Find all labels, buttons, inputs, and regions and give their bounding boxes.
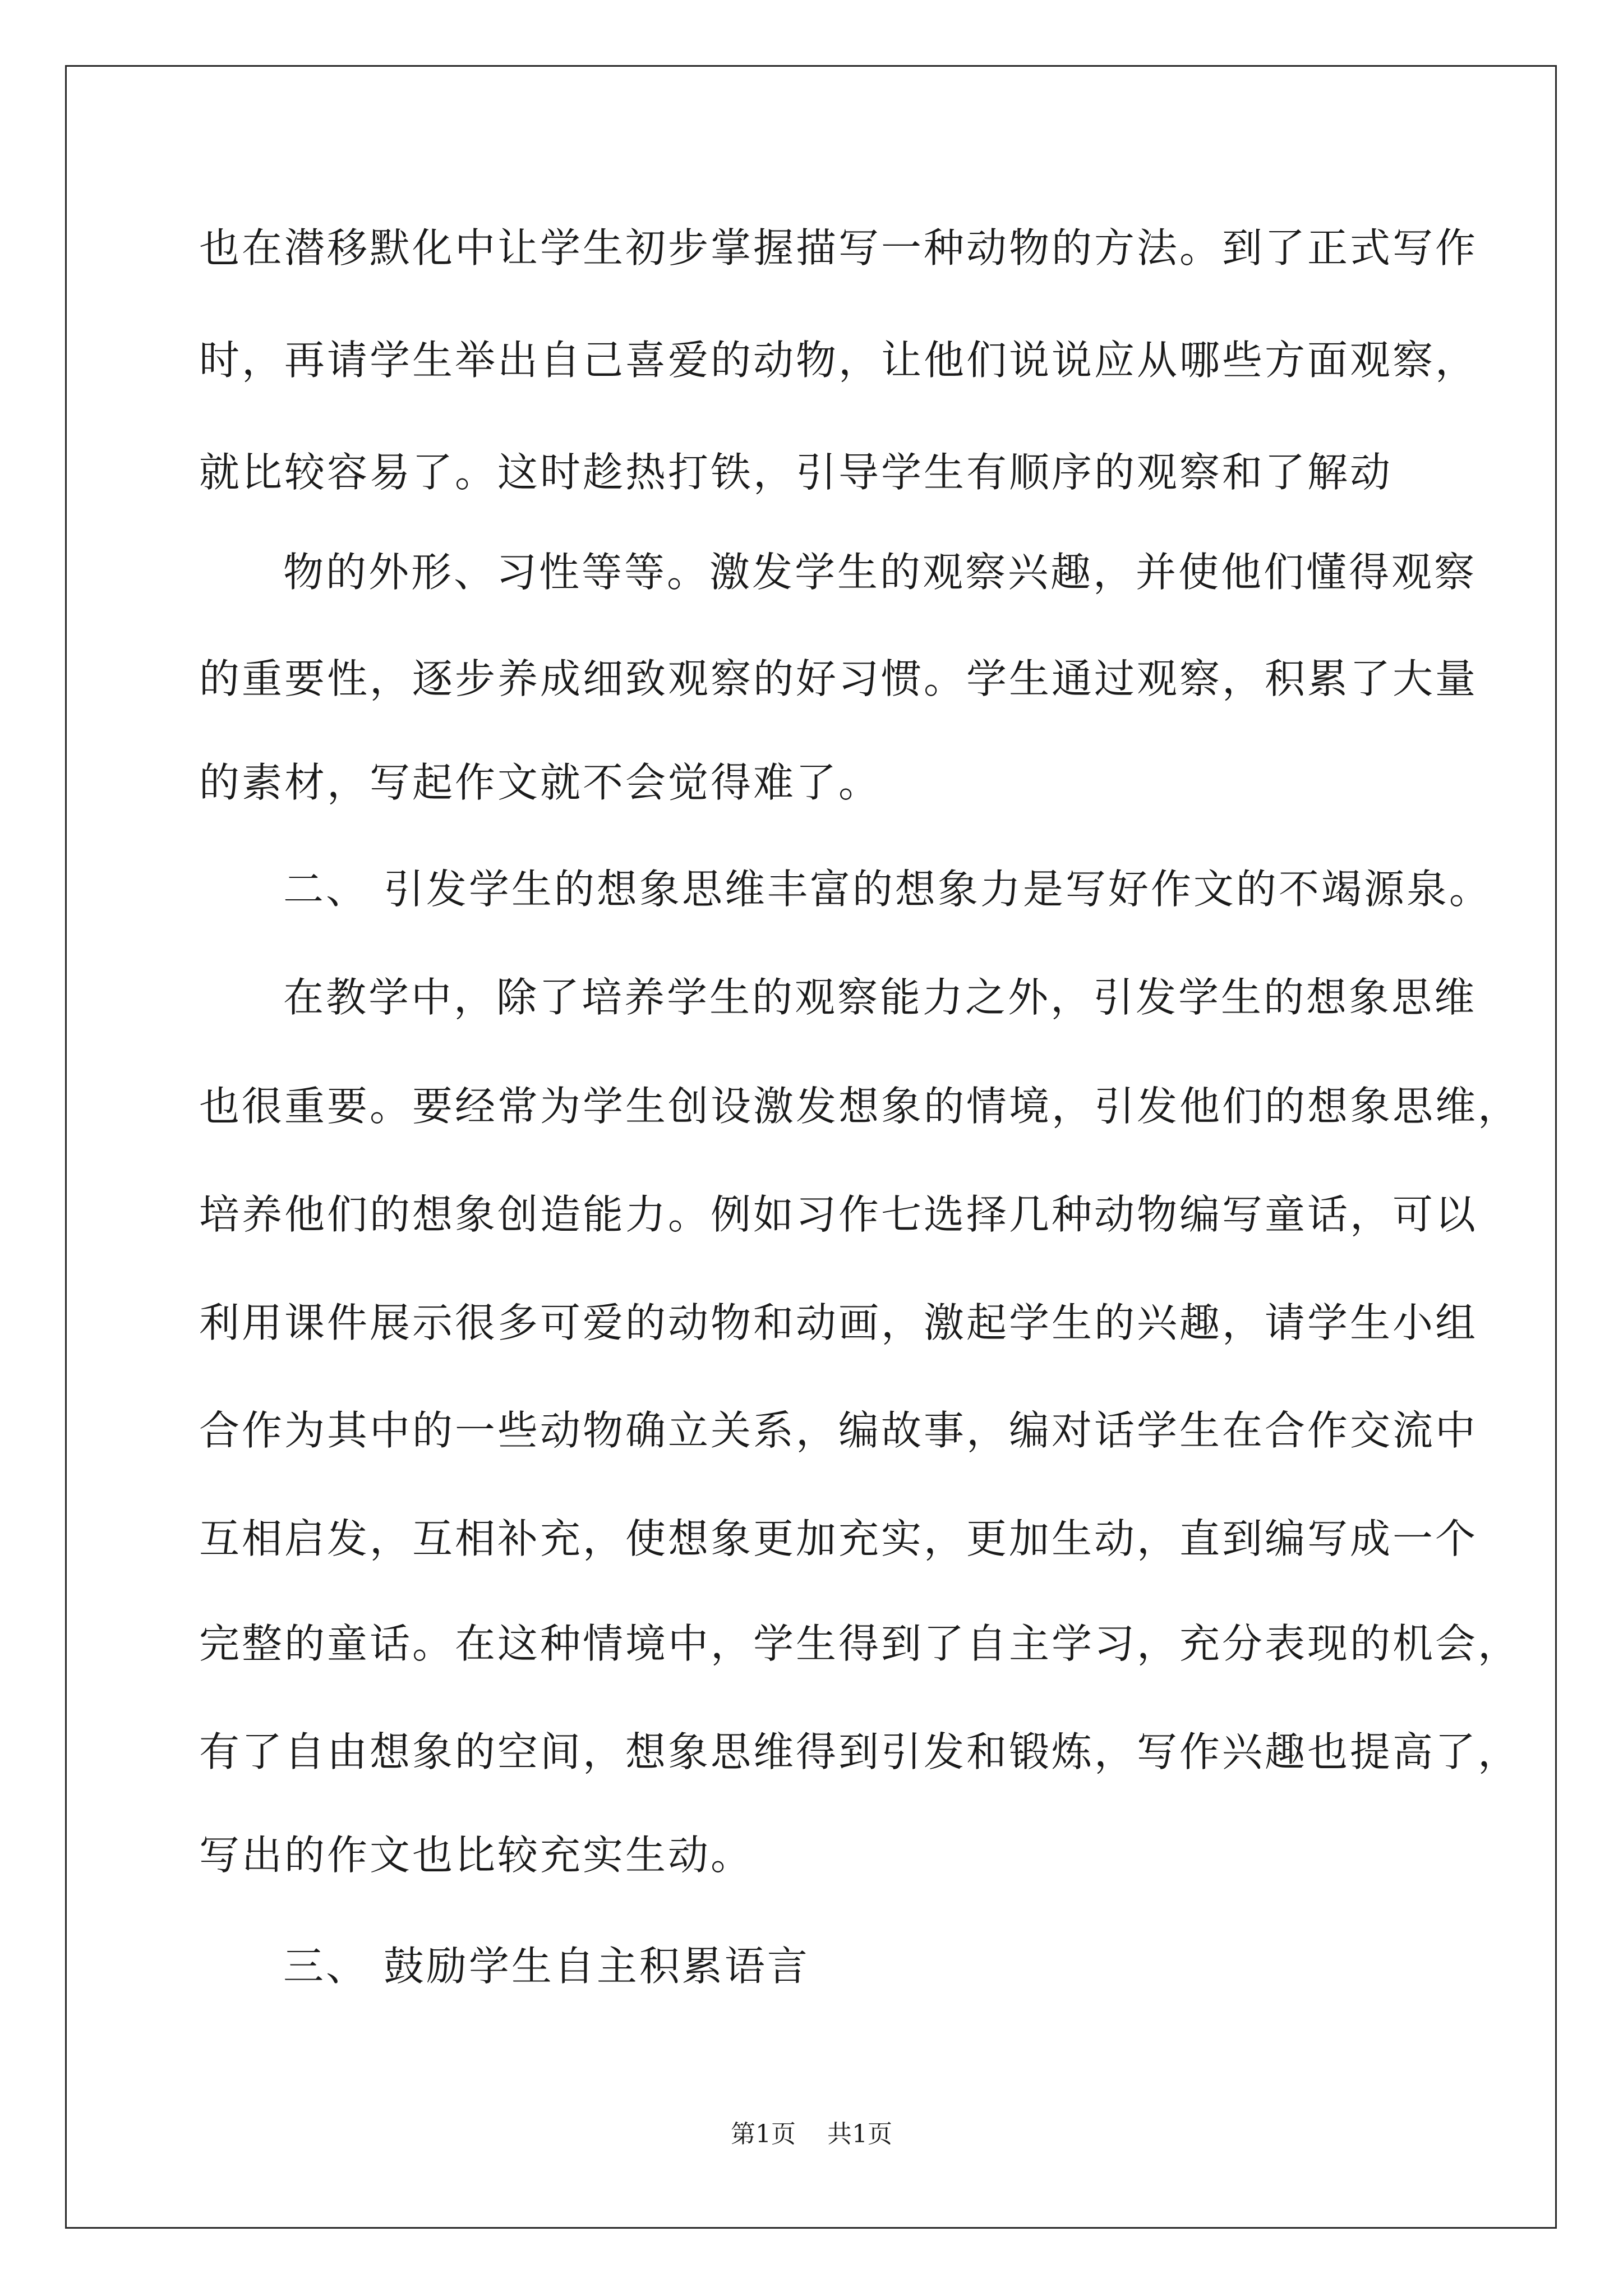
paragraph-line: 写出的作文也比较充实生动。 (199, 1832, 754, 1879)
page-border (65, 65, 1557, 2229)
page-number: 第1页 (731, 2120, 796, 2148)
paragraph-line: 也在潜移默化中让学生初步掌握描写一种动物的方法。到了正式写作 (199, 224, 1478, 272)
paragraph-line: 利用课件展示很多可爱的动物和动画，激起学生的兴趣，请学生小组 (199, 1299, 1478, 1346)
paragraph-line: 的重要性，逐步养成细致观察的好习惯。学生通过观察，积累了大量 (199, 655, 1478, 702)
paragraph-line: 在教学中，除了培养学生的观察能力之外，引发学生的想象思维 (283, 974, 1477, 1021)
section-heading: 二、 引发学生的想象思维丰富的想象力是写好作文的不竭源泉。 (283, 866, 1492, 913)
paragraph-line: 时，再请学生举出自己喜爱的动物，让他们说说应从哪些方面观察， (199, 337, 1478, 384)
paragraph-line: 就比较容易了。这时趁热打铁，引导学生有顺序的观察和了解动 (199, 449, 1393, 496)
page-total: 共1页 (827, 2120, 892, 2148)
paragraph-line: 的素材，写起作文就不会觉得难了。 (199, 759, 882, 806)
paragraph-line: 有了自由想象的空间，想象思维得到引发和锻炼，写作兴趣也提高了， (199, 1728, 1521, 1775)
paragraph-line: 互相启发，互相补充，使想象更加充实，更加生动，直到编写成一个 (199, 1515, 1478, 1562)
section-heading: 三、 鼓励学生自主积累语言 (283, 1943, 810, 1990)
paragraph-line: 培养他们的想象创造能力。例如习作七选择几种动物编写童话，可以 (199, 1191, 1478, 1238)
paragraph-line: 完整的童话。在这种情境中，学生得到了自主学习，充分表现的机会， (199, 1620, 1521, 1667)
paragraph-line: 物的外形、习性等等。激发学生的观察兴趣，并使他们懂得观察 (283, 549, 1477, 596)
page-footer (0, 2118, 1623, 2151)
paragraph-line: 也很重要。要经常为学生创设激发想象的情境，引发他们的想象思维， (199, 1083, 1521, 1130)
paragraph-line: 合作为其中的一些动物确立关系，编故事，编对话学生在合作交流中 (199, 1407, 1478, 1454)
